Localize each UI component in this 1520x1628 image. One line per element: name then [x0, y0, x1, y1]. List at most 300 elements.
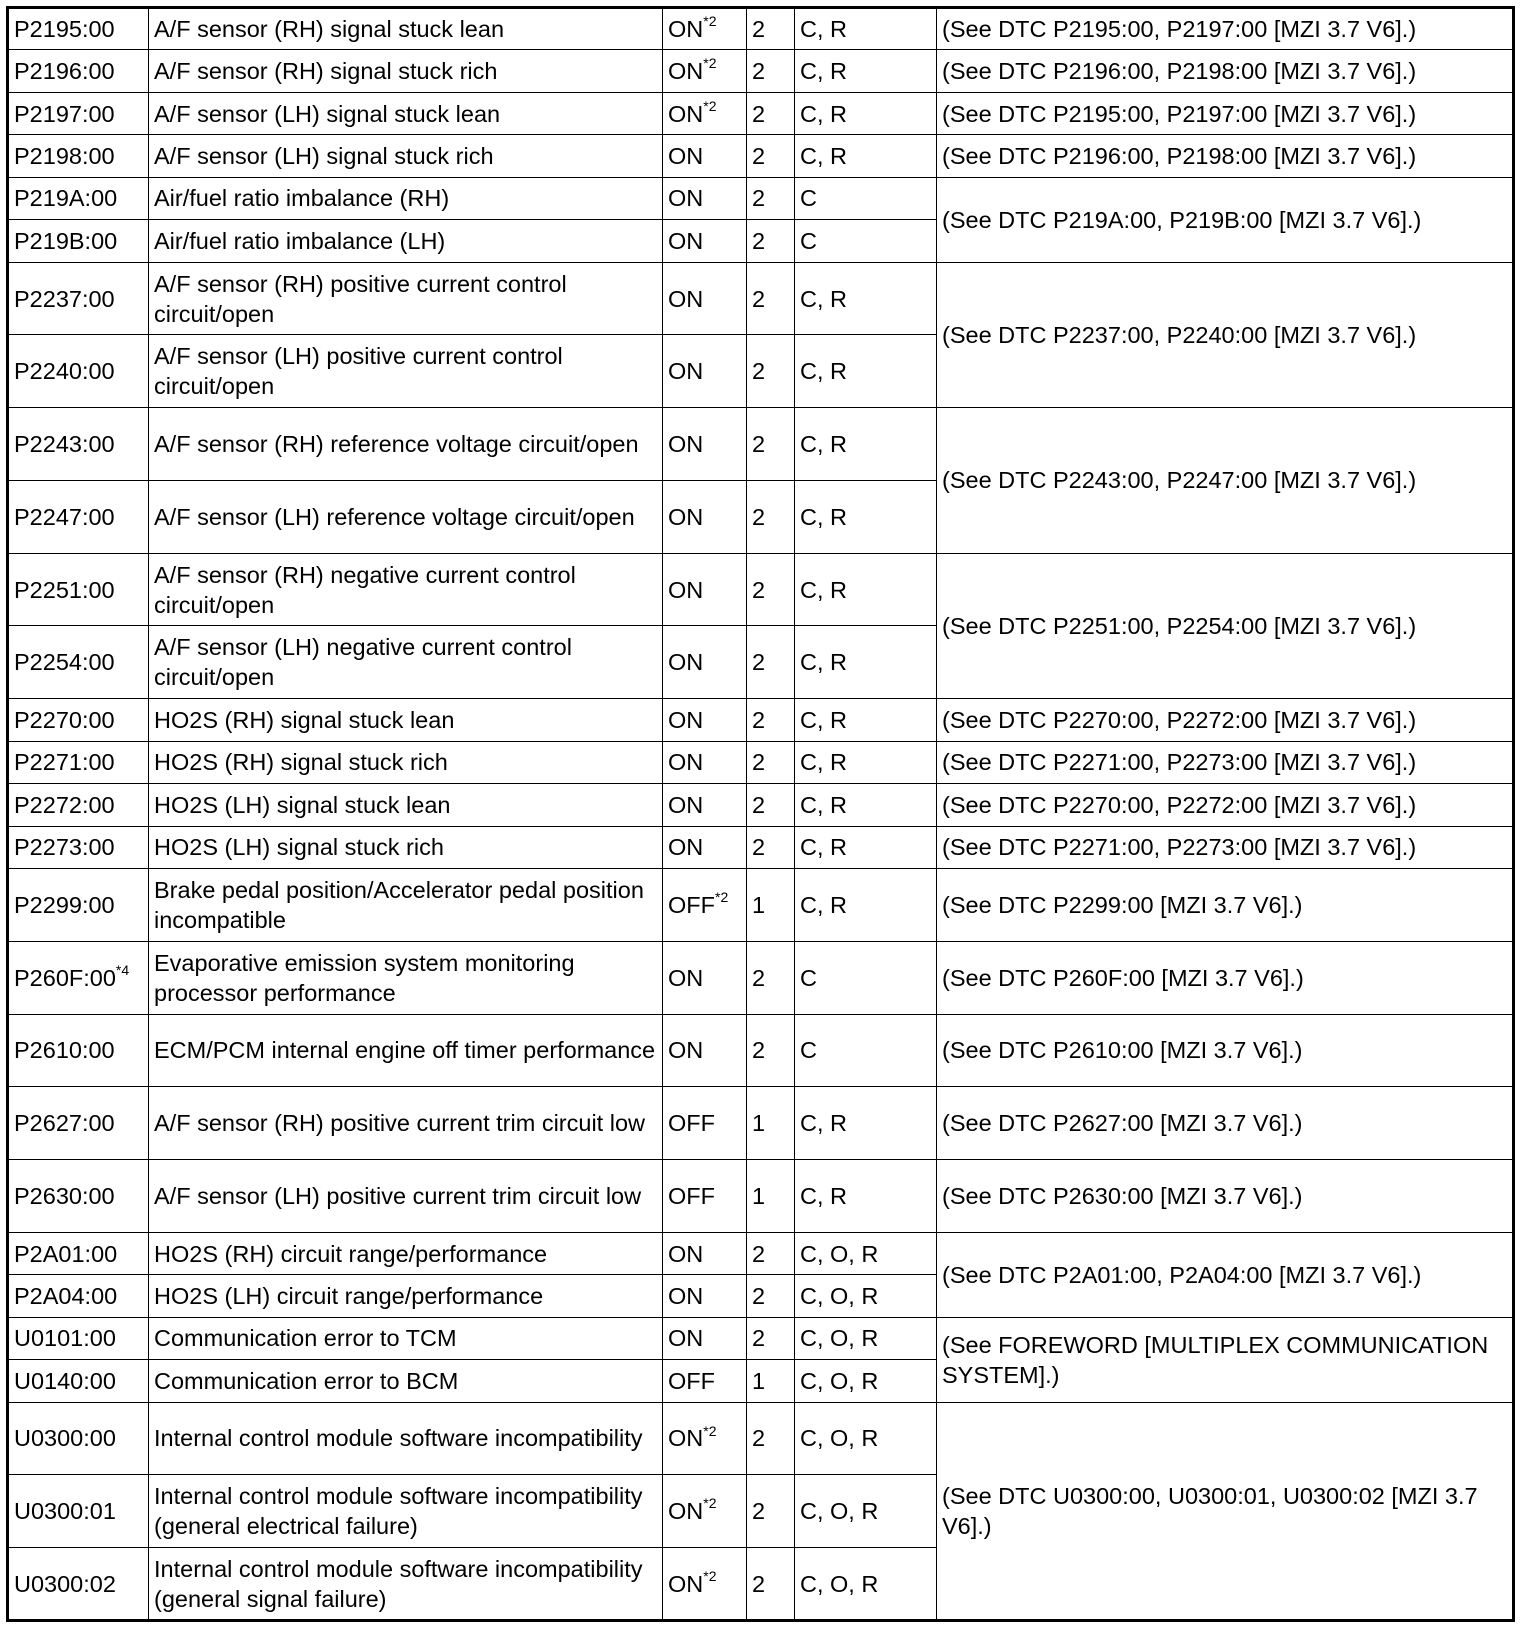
dtc-description-cell: [149, 262, 663, 335]
dtc-code-cell: [8, 177, 149, 219]
memory-function-cell: [795, 135, 937, 177]
memory-function-cell-text: C, R: [800, 706, 847, 733]
memory-function-cell-text: C, O, R: [800, 1240, 879, 1267]
mil-cell: [663, 741, 747, 783]
page-reference-cell-text: (See DTC P2271:00, P2273:00 [MZI 3.7 V6].): [942, 749, 1417, 776]
drive-cycle-cell-text: 2: [752, 100, 766, 127]
dtc-description-cell: [149, 941, 663, 1014]
drive-cycle-cell-text: 2: [752, 1570, 766, 1597]
dtc-description-cell-text: A/F sensor (RH) negative current control circuit/open: [154, 561, 576, 618]
dtc-code-cell-text: P2247:00: [14, 503, 115, 530]
memory-function-cell-text: C, O, R: [800, 1282, 879, 1309]
mil-cell-text: ON: [668, 791, 704, 818]
table-row: [8, 262, 1514, 335]
mil-cell: [663, 1402, 747, 1475]
drive-cycle-cell: [747, 1360, 795, 1402]
mil-cell-text: ON: [668, 503, 704, 530]
table-row: [8, 826, 1514, 868]
drive-cycle-cell: [747, 8, 795, 50]
drive-cycle-cell: [747, 626, 795, 699]
page-reference-cell: [937, 8, 1514, 50]
mil-cell-text: ON: [668, 1570, 704, 1597]
mil-cell-text: ON: [668, 749, 704, 776]
mil-cell-text: ON: [668, 431, 704, 458]
memory-function-cell-text: C, R: [800, 576, 847, 603]
drive-cycle-cell-text: 1: [752, 1367, 766, 1394]
mil-cell: [663, 335, 747, 408]
memory-function-cell: [795, 1317, 937, 1359]
memory-function-cell-text: C, R: [800, 16, 847, 43]
memory-function-cell: [795, 50, 937, 92]
dtc-description-cell-text: Brake pedal position/Accelerator pedal position incompatible: [154, 876, 644, 933]
mil-cell-text: ON: [668, 1037, 704, 1064]
page-reference-cell: [937, 941, 1514, 1014]
page-reference-cell-text: (See DTC P2243:00, P2247:00 [MZI 3.7 V6].): [942, 467, 1417, 494]
memory-function-cell: [795, 262, 937, 335]
dtc-code-cell: [8, 1548, 149, 1621]
dtc-description-cell-text: Air/fuel ratio imbalance (LH): [154, 227, 446, 254]
drive-cycle-cell-text: 2: [752, 185, 766, 212]
dtc-code-cell-footnote: *4: [115, 961, 130, 978]
page-reference-cell-text: (See DTC P2270:00, P2272:00 [MZI 3.7 V6].): [942, 791, 1417, 818]
memory-function-cell-text: C, O, R: [800, 1367, 879, 1394]
dtc-description-cell-text: A/F sensor (RH) reference voltage circuit/open: [154, 431, 639, 458]
dtc-table-body: [8, 8, 1514, 1621]
dtc-code-cell: [8, 480, 149, 553]
memory-function-cell-text: C, R: [800, 749, 847, 776]
mil-cell-text: ON: [668, 964, 704, 991]
dtc-code-cell: [8, 1402, 149, 1475]
memory-function-cell: [795, 408, 937, 481]
dtc-code-cell: [8, 135, 149, 177]
dtc-description-cell: [149, 868, 663, 941]
drive-cycle-cell-text: 2: [752, 706, 766, 733]
memory-function-cell-text: C: [800, 185, 817, 212]
dtc-code-cell: [8, 941, 149, 1014]
dtc-code-cell-text: P219B:00: [14, 227, 118, 254]
dtc-code-cell: [8, 1475, 149, 1548]
mil-cell-text: ON: [668, 185, 704, 212]
memory-function-cell: [795, 1360, 937, 1402]
dtc-code-cell-text: P2196:00: [14, 58, 115, 85]
dtc-code-cell-text: P2197:00: [14, 100, 115, 127]
dtc-description-cell: [149, 1317, 663, 1359]
dtc-description-cell-text: ECM/PCM internal engine off timer performance: [154, 1037, 656, 1064]
page-reference-cell-text: (See DTC P260F:00 [MZI 3.7 V6].): [942, 964, 1304, 991]
drive-cycle-cell-text: 2: [752, 1037, 766, 1064]
dtc-code-cell: [8, 262, 149, 335]
dtc-code-cell: [8, 1317, 149, 1359]
memory-function-cell-text: C, R: [800, 100, 847, 127]
dtc-description-cell-text: Internal control module software incompatibility: [154, 1425, 643, 1452]
page-reference-cell: [937, 92, 1514, 134]
dtc-code-cell: [8, 8, 149, 50]
dtc-description-cell: [149, 1232, 663, 1274]
page-reference-cell-text: (See DTC P2299:00 [MZI 3.7 V6].): [942, 891, 1303, 918]
mil-cell-text: ON: [668, 1498, 704, 1525]
drive-cycle-cell: [747, 1275, 795, 1317]
page-reference-cell-text: (See DTC P2195:00, P2197:00 [MZI 3.7 V6].): [942, 16, 1417, 43]
mil-cell: [663, 626, 747, 699]
memory-function-cell: [795, 826, 937, 868]
dtc-code-cell: [8, 784, 149, 826]
drive-cycle-cell: [747, 553, 795, 626]
dtc-code-cell: [8, 50, 149, 92]
page-reference-cell: [937, 408, 1514, 554]
dtc-description-cell: [149, 784, 663, 826]
drive-cycle-cell-text: 2: [752, 749, 766, 776]
table-row: [8, 784, 1514, 826]
dtc-code-cell-text: P2271:00: [14, 749, 115, 776]
table-row: [8, 941, 1514, 1014]
dtc-description-cell-text: HO2S (LH) signal stuck rich: [154, 834, 444, 861]
page-reference-cell: [937, 1402, 1514, 1620]
drive-cycle-cell: [747, 177, 795, 219]
dtc-description-cell-text: Communication error to BCM: [154, 1367, 459, 1394]
dtc-description-cell-text: A/F sensor (LH) signal stuck lean: [154, 100, 501, 127]
mil-cell: [663, 1232, 747, 1274]
page-reference-cell: [937, 135, 1514, 177]
mil-cell-text: OFF: [668, 1110, 715, 1137]
memory-function-cell-text: C: [800, 227, 817, 254]
drive-cycle-cell: [747, 220, 795, 262]
dtc-description-cell-text: Internal control module software incompatibility (general signal failure): [154, 1555, 643, 1612]
drive-cycle-cell: [747, 1160, 795, 1233]
drive-cycle-cell: [747, 408, 795, 481]
mil-cell-text: ON: [668, 143, 704, 170]
page-reference-cell-text: (See DTC P2610:00 [MZI 3.7 V6].): [942, 1037, 1303, 1064]
dtc-code-cell: [8, 1014, 149, 1087]
page-reference-cell-text: (See DTC P2630:00 [MZI 3.7 V6].): [942, 1182, 1303, 1209]
mil-cell-text: OFF: [668, 891, 715, 918]
dtc-description-cell: [149, 408, 663, 481]
memory-function-cell-text: C, O, R: [800, 1425, 879, 1452]
drive-cycle-cell: [747, 941, 795, 1014]
page-reference-cell-text: (See DTC P2270:00, P2272:00 [MZI 3.7 V6].): [942, 706, 1417, 733]
mil-cell-text: ON: [668, 285, 704, 312]
drive-cycle-cell-text: 2: [752, 649, 766, 676]
table-row: [8, 8, 1514, 50]
table-row: [8, 92, 1514, 134]
memory-function-cell-text: C, R: [800, 891, 847, 918]
dtc-code-cell: [8, 1232, 149, 1274]
page-reference-cell-text: (See DTC P2237:00, P2240:00 [MZI 3.7 V6].): [942, 321, 1417, 348]
dtc-description-cell: [149, 92, 663, 134]
page-reference-cell-text: (See FOREWORD [MULTIPLEX COMMUNICATION SYSTEM].): [942, 1331, 1489, 1388]
dtc-code-cell: [8, 1087, 149, 1160]
mil-cell: [663, 220, 747, 262]
dtc-code-cell: [8, 220, 149, 262]
dtc-code-cell-text: U0140:00: [14, 1367, 116, 1394]
page-reference-cell: [937, 1232, 1514, 1317]
dtc-description-cell-text: A/F sensor (LH) positive current control circuit/open: [154, 343, 563, 400]
dtc-code-cell: [8, 92, 149, 134]
dtc-code-cell-text: P2240:00: [14, 358, 115, 385]
memory-function-cell: [795, 626, 937, 699]
dtc-code-cell-text: U0300:00: [14, 1425, 116, 1452]
page-reference-cell: [937, 262, 1514, 408]
dtc-description-cell: [149, 50, 663, 92]
table-row: [8, 1232, 1514, 1274]
dtc-code-cell-text: P2198:00: [14, 143, 115, 170]
dtc-description-cell-text: A/F sensor (LH) signal stuck rich: [154, 143, 494, 170]
page-reference-cell-text: (See DTC U0300:00, U0300:01, U0300:02 [MZI 3.7 V6].): [942, 1482, 1478, 1539]
dtc-description-cell: [149, 1475, 663, 1548]
mil-cell-text: ON: [668, 649, 704, 676]
memory-function-cell-text: C, R: [800, 503, 847, 530]
dtc-code-cell: [8, 699, 149, 741]
dtc-code-cell-text: P2630:00: [14, 1182, 115, 1209]
dtc-description-cell-text: HO2S (LH) signal stuck lean: [154, 791, 451, 818]
mil-cell: [663, 553, 747, 626]
dtc-code-cell: [8, 1360, 149, 1402]
dtc-code-cell: [8, 741, 149, 783]
drive-cycle-cell: [747, 335, 795, 408]
dtc-description-cell: [149, 826, 663, 868]
page-reference-cell-text: (See DTC P2196:00, P2198:00 [MZI 3.7 V6].): [942, 143, 1417, 170]
table-row: [8, 868, 1514, 941]
dtc-code-cell-text: P2272:00: [14, 791, 115, 818]
drive-cycle-cell: [747, 1548, 795, 1621]
dtc-code-cell: [8, 1160, 149, 1233]
dtc-description-cell: [149, 480, 663, 553]
dtc-code-cell: [8, 868, 149, 941]
mil-cell-text: ON: [668, 58, 704, 85]
table-row: [8, 408, 1514, 481]
page-reference-cell: [937, 50, 1514, 92]
memory-function-cell: [795, 741, 937, 783]
dtc-code-cell-text: P2299:00: [14, 891, 115, 918]
drive-cycle-cell: [747, 1232, 795, 1274]
drive-cycle-cell-text: 2: [752, 1498, 766, 1525]
page-reference-cell-text: (See DTC P219A:00, P219B:00 [MZI 3.7 V6].): [942, 206, 1422, 233]
memory-function-cell-text: C, R: [800, 58, 847, 85]
dtc-description-cell: [149, 1014, 663, 1087]
dtc-description-cell-text: A/F sensor (RH) signal stuck rich: [154, 58, 498, 85]
mil-cell: [663, 408, 747, 481]
page-reference-cell: [937, 699, 1514, 741]
memory-function-cell-text: C, O, R: [800, 1325, 879, 1352]
mil-cell-text: OFF: [668, 1182, 715, 1209]
memory-function-cell: [795, 1087, 937, 1160]
dtc-description-cell: [149, 335, 663, 408]
mil-cell: [663, 262, 747, 335]
mil-cell: [663, 784, 747, 826]
drive-cycle-cell-text: 2: [752, 791, 766, 818]
drive-cycle-cell: [747, 1475, 795, 1548]
mil-cell: [663, 1160, 747, 1233]
dtc-code-cell-text: P2273:00: [14, 834, 115, 861]
dtc-description-cell: [149, 1402, 663, 1475]
drive-cycle-cell-text: 2: [752, 285, 766, 312]
drive-cycle-cell-text: 2: [752, 503, 766, 530]
mil-cell-text: ON: [668, 576, 704, 603]
dtc-code-cell-text: P2254:00: [14, 649, 115, 676]
table-row: [8, 50, 1514, 92]
page-reference-cell: [937, 1160, 1514, 1233]
mil-cell-text: ON: [668, 1425, 704, 1452]
mil-cell: [663, 1087, 747, 1160]
dtc-code-cell-text: P219A:00: [14, 185, 118, 212]
memory-function-cell-text: C, R: [800, 431, 847, 458]
drive-cycle-cell: [747, 1014, 795, 1087]
dtc-description-cell-text: Internal control module software incompatibility (general electrical failure): [154, 1483, 643, 1540]
drive-cycle-cell-text: 2: [752, 358, 766, 385]
dtc-description-cell-text: A/F sensor (LH) negative current control circuit/open: [154, 634, 572, 691]
mil-cell-text: ON: [668, 16, 704, 43]
dtc-description-cell: [149, 699, 663, 741]
memory-function-cell: [795, 784, 937, 826]
dtc-code-cell: [8, 826, 149, 868]
dtc-description-cell-text: HO2S (RH) signal stuck lean: [154, 706, 455, 733]
drive-cycle-cell: [747, 135, 795, 177]
dtc-description-cell-text: A/F sensor (RH) positive current control circuit/open: [154, 270, 567, 327]
drive-cycle-cell-text: 2: [752, 143, 766, 170]
dtc-code-cell: [8, 335, 149, 408]
drive-cycle-cell-text: 2: [752, 1240, 766, 1267]
dtc-description-cell: [149, 553, 663, 626]
memory-function-cell: [795, 699, 937, 741]
memory-function-cell: [795, 1475, 937, 1548]
mil-cell-footnote: *2: [715, 889, 729, 906]
table-row: [8, 1402, 1514, 1475]
dtc-description-cell: [149, 626, 663, 699]
drive-cycle-cell: [747, 1317, 795, 1359]
mil-cell: [663, 868, 747, 941]
page-reference-cell-text: (See DTC P2195:00, P2197:00 [MZI 3.7 V6].): [942, 100, 1417, 127]
page-reference-cell: [937, 868, 1514, 941]
mil-cell: [663, 1275, 747, 1317]
mil-cell: [663, 480, 747, 553]
memory-function-cell: [795, 177, 937, 219]
memory-function-cell-text: C, R: [800, 649, 847, 676]
table-row: [8, 135, 1514, 177]
memory-function-cell: [795, 1160, 937, 1233]
dtc-description-cell: [149, 177, 663, 219]
dtc-description-cell-text: HO2S (LH) circuit range/performance: [154, 1282, 544, 1309]
memory-function-cell-text: C, O, R: [800, 1498, 879, 1525]
mil-cell-footnote: *2: [703, 1495, 717, 1512]
mil-cell-text: ON: [668, 1325, 704, 1352]
page-reference-cell: [937, 1087, 1514, 1160]
table-row: [8, 177, 1514, 219]
dtc-code-cell-text: P2610:00: [14, 1037, 115, 1064]
mil-cell: [663, 1475, 747, 1548]
memory-function-cell: [795, 553, 937, 626]
table-row: [8, 699, 1514, 741]
dtc-description-cell-text: Air/fuel ratio imbalance (RH): [154, 185, 450, 212]
page-reference-cell: [937, 741, 1514, 783]
drive-cycle-cell: [747, 1402, 795, 1475]
memory-function-cell-text: C, O, R: [800, 1570, 879, 1597]
mil-cell-footnote: *2: [703, 97, 717, 114]
dtc-code-cell-text: U0101:00: [14, 1325, 116, 1352]
dtc-code-cell-text: U0300:02: [14, 1570, 116, 1597]
table-row: [8, 1014, 1514, 1087]
dtc-description-cell: [149, 1360, 663, 1402]
memory-function-cell-text: C, R: [800, 791, 847, 818]
dtc-description-cell: [149, 1087, 663, 1160]
drive-cycle-cell: [747, 784, 795, 826]
memory-function-cell: [795, 941, 937, 1014]
dtc-code-cell-text: P2237:00: [14, 285, 115, 312]
dtc-table: [6, 6, 1515, 1622]
memory-function-cell: [795, 1275, 937, 1317]
memory-function-cell: [795, 335, 937, 408]
dtc-code-cell: [8, 553, 149, 626]
page-reference-cell: [937, 1317, 1514, 1402]
memory-function-cell-text: C: [800, 964, 817, 991]
dtc-description-cell-text: A/F sensor (LH) positive current trim circuit low: [154, 1182, 642, 1209]
mil-cell: [663, 50, 747, 92]
drive-cycle-cell-text: 2: [752, 227, 766, 254]
mil-cell: [663, 135, 747, 177]
memory-function-cell-text: C, R: [800, 1110, 847, 1137]
table-row: [8, 1160, 1514, 1233]
mil-cell: [663, 8, 747, 50]
dtc-description-cell-text: A/F sensor (LH) reference voltage circuit/open: [154, 503, 635, 530]
page-reference-cell-text: (See DTC P2A01:00, P2A04:00 [MZI 3.7 V6].): [942, 1261, 1422, 1288]
dtc-code-cell-text: P2251:00: [14, 576, 115, 603]
drive-cycle-cell: [747, 50, 795, 92]
table-row: [8, 1317, 1514, 1359]
table-row: [8, 1087, 1514, 1160]
dtc-description-cell: [149, 8, 663, 50]
drive-cycle-cell: [747, 92, 795, 134]
mil-cell: [663, 92, 747, 134]
drive-cycle-cell: [747, 262, 795, 335]
drive-cycle-cell-text: 1: [752, 1110, 766, 1137]
mil-cell-text: ON: [668, 100, 704, 127]
dtc-description-cell: [149, 135, 663, 177]
drive-cycle-cell: [747, 826, 795, 868]
mil-cell: [663, 1014, 747, 1087]
memory-function-cell: [795, 1014, 937, 1087]
memory-function-cell: [795, 92, 937, 134]
page-reference-cell-text: (See DTC P2271:00, P2273:00 [MZI 3.7 V6].): [942, 834, 1417, 861]
drive-cycle-cell: [747, 1087, 795, 1160]
dtc-description-cell-text: A/F sensor (RH) signal stuck lean: [154, 16, 505, 43]
dtc-description-cell: [149, 741, 663, 783]
drive-cycle-cell-text: 2: [752, 16, 766, 43]
drive-cycle-cell-text: 1: [752, 1182, 766, 1209]
mil-cell: [663, 1548, 747, 1621]
page-reference-cell-text: (See DTC P2196:00, P2198:00 [MZI 3.7 V6].): [942, 58, 1417, 85]
dtc-code-cell-text: P2A04:00: [14, 1282, 118, 1309]
memory-function-cell: [795, 1548, 937, 1621]
drive-cycle-cell-text: 2: [752, 1425, 766, 1452]
dtc-code-cell: [8, 626, 149, 699]
page-reference-cell: [937, 784, 1514, 826]
dtc-code-cell-text: P2195:00: [14, 16, 115, 43]
mil-cell-text: ON: [668, 1282, 704, 1309]
mil-cell-footnote: *2: [703, 1422, 717, 1439]
dtc-description-cell: [149, 220, 663, 262]
page-reference-cell-text: (See DTC P2627:00 [MZI 3.7 V6].): [942, 1110, 1303, 1137]
memory-function-cell: [795, 1232, 937, 1274]
drive-cycle-cell-text: 2: [752, 1325, 766, 1352]
memory-function-cell: [795, 868, 937, 941]
page-reference-cell: [937, 553, 1514, 699]
drive-cycle-cell-text: 2: [752, 964, 766, 991]
dtc-description-cell-text: HO2S (RH) signal stuck rich: [154, 749, 448, 776]
memory-function-cell-text: C, R: [800, 285, 847, 312]
memory-function-cell: [795, 220, 937, 262]
drive-cycle-cell: [747, 741, 795, 783]
mil-cell: [663, 699, 747, 741]
dtc-code-cell-text: U0300:01: [14, 1498, 116, 1525]
mil-cell-text: OFF: [668, 1367, 715, 1394]
